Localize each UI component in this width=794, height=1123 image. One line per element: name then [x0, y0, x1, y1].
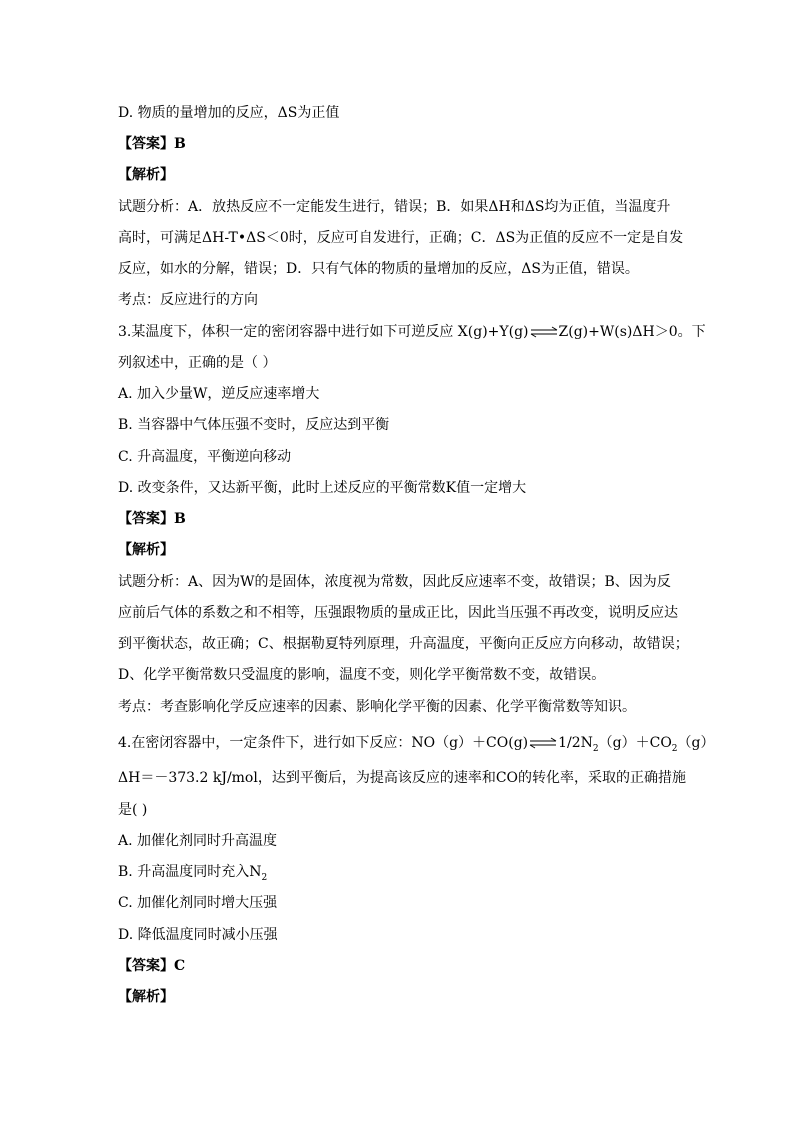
q4-stem-line-1 — [118, 733, 715, 753]
q4-option-b-text: B. 升高温度同时充入N — [118, 864, 262, 880]
q3-option-c: C. 升高温度，平衡逆向移动 — [118, 449, 292, 465]
q4-stem-part-4: （g） — [677, 735, 715, 751]
q3-option-a: A. 加入少量W，逆反应速率增大 — [118, 386, 320, 402]
q4-stem-part-1: 4.在密闭容器中，一定条件下，进行如下反应：NO（g）＋CO(g) — [118, 735, 529, 751]
q3-analysis-heading: 【解析】 — [118, 542, 174, 558]
q3-option-d: D. 改变条件，又达新平衡，此时上述反应的平衡常数K值一定增大 — [118, 480, 527, 496]
q3-stem-line-1 — [118, 322, 706, 342]
equilibrium-arrow-icon — [530, 326, 558, 338]
q3-analysis-line-4: D、化学平衡常数只受温度的影响，温度不变，则化学平衡常数不变，故错误。 — [118, 667, 606, 683]
q4-stem-line-2: ΔH＝－373.2 kJ/mol，达到平衡后，为提高该反应的速率和CO的转化率，采取的正确措施 — [118, 770, 687, 786]
q4-stem-part-3: （g）＋CO — [598, 735, 672, 751]
q4-stem-sub-2: 2 — [671, 743, 678, 754]
q2-point: 考点：反应进行的方向 — [118, 292, 258, 308]
equilibrium-arrow-icon — [529, 737, 557, 749]
q4-option-d: D. 降低温度同时减小压强 — [118, 927, 278, 943]
q3-stem-part-1: 3.某温度下，体积一定的密闭容器中进行如下可逆反应 X(g)+Y(g) — [118, 324, 529, 340]
q2-analysis-line-1: 试题分析：A．放热反应不一定能发生进行，错误；B．如果ΔH和ΔS均为正值，当温度升 — [118, 199, 671, 215]
q3-analysis-line-3: 到平衡状态，故正确；C、根据勒夏特列原理，升高温度，平衡向正反应方向移动，故错误； — [118, 636, 689, 652]
q3-analysis-line-1: 试题分析：A、因为W的是固体，浓度视为常数，因此反应速率不变，故错误；B、因为反 — [118, 574, 671, 590]
q2-analysis-line-2: 高时，可满足ΔH-T•ΔS＜0时，反应可自发进行，正确；C．ΔS为正值的反应不一定是自发 — [118, 230, 684, 246]
q4-answer: 【答案】C — [118, 958, 186, 974]
q4-option-a: A. 加催化剂同时升高温度 — [118, 833, 278, 849]
q3-point: 考点：考查影响化学反应速率的因素、影响化学平衡的因素、化学平衡常数等知识。 — [118, 699, 636, 715]
q3-answer: 【答案】B — [118, 511, 186, 527]
q4-option-c: C. 加催化剂同时增大压强 — [118, 895, 278, 911]
q2-option-d: D. 物质的量增加的反应，ΔS为正值 — [118, 105, 340, 121]
q2-analysis-heading: 【解析】 — [118, 167, 174, 183]
q2-analysis-line-3: 反应，如水的分解，错误；D．只有气体的物质的量增加的反应，ΔS为正值，错误。 — [118, 261, 639, 277]
q4-option-b — [118, 862, 267, 882]
q4-stem-sub-1: 2 — [592, 743, 599, 754]
q4-option-b-sub: 2 — [261, 872, 268, 883]
q4-analysis-heading: 【解析】 — [118, 989, 174, 1005]
q3-stem-part-2: Z(g)+W(s)ΔH＞0。下 — [558, 324, 706, 340]
q4-stem-part-2: 1/2N — [558, 735, 593, 751]
q2-answer: 【答案】B — [118, 136, 186, 152]
q3-option-b: B. 当容器中气体压强不变时，反应达到平衡 — [118, 417, 390, 433]
q4-stem-line-3: 是( ) — [118, 802, 148, 818]
q3-analysis-line-2: 应前后气体的系数之和不相等，压强跟物质的量成正比，因此当压强不再改变，说明反应达 — [118, 605, 678, 621]
q3-stem-line-2: 列叙述中，正确的是（ ） — [118, 355, 277, 371]
